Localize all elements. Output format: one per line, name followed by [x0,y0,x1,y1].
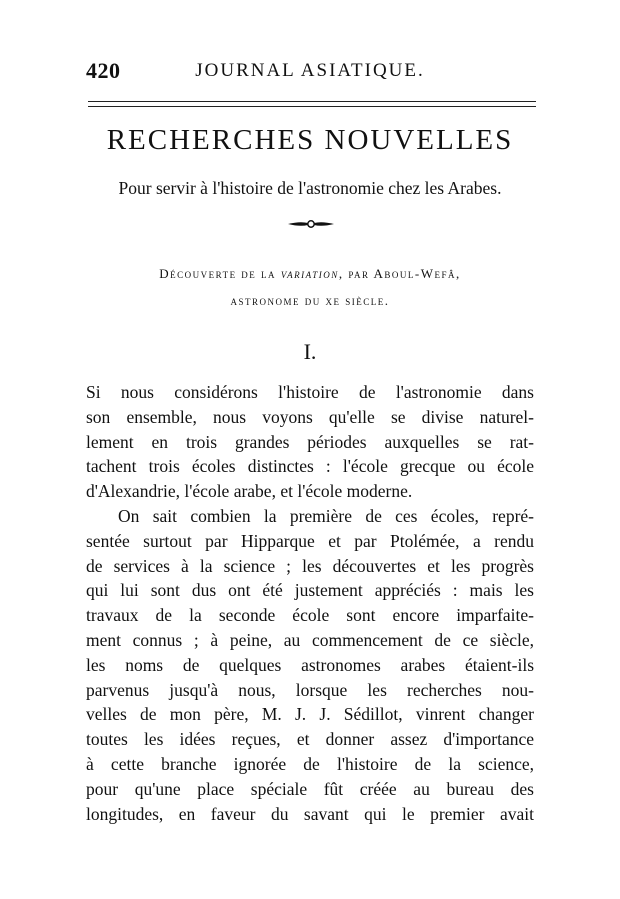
body-text [86,380,534,826]
text-line: Si nous considérons l'histoire de l'astronomie dans [86,382,534,402]
text-line: à cette branche ignorée de l'histoire de la science, [86,753,534,774]
text-line: lement en trois grandes périodes auxquelles se rat- [86,431,534,452]
header-rule-top [88,101,536,102]
text-line: parvenus jusqu'à nous, lorsque les recherches nou- [86,679,534,700]
section-heading-line-2: astronome du xe siècle. [230,293,390,308]
text-line: ment connus ; à peine, au commencement de ce siècle, [86,629,534,650]
text-line: pour qu'une place spéciale fût créée au bureau des [86,778,534,799]
running-head [86,58,534,86]
text-line: toutes les idées reçues, et donner assez d'importance [86,729,534,750]
text-line: les noms de quelques astronomes arabes étaient-ils [86,654,534,675]
header-rule-bottom [88,106,536,107]
article-title: RECHERCHES NOUVELLES [106,124,514,156]
text-line: longitudes, en faveur du savant qui le premier avait [86,803,534,824]
text-line: sentée surtout par Hipparque et par Ptolémée, a rendu [86,530,534,551]
text-line: tachent trois écoles distinctes : l'école grecque ou école [86,456,534,477]
text-line: travaux de la seconde école sont encore imparfaite- [86,605,534,626]
section-number: I. [303,339,317,364]
fleuron-divider-icon [286,217,336,231]
section-heading-line-1: Découverte de la variation, par Aboul-Wefâ, [159,266,461,281]
section-heading [0,260,620,314]
journal-title: JOURNAL ASIATIQUE. [195,60,425,81]
text-line: d'Alexandrie, l'école arabe, et l'école moderne. [86,481,413,502]
text-line: de services à la science ; les découvertes et les progrès [86,555,534,576]
article-subtitle: Pour servir à l'histoire de l'astronomie chez les Arabes. [118,178,502,198]
variation-term: variation [280,266,339,281]
page-number: 420 [86,58,121,83]
text-line: velles de mon père, M. J. J. Sédillot, vinrent changer [86,704,534,725]
text-line: qui lui sont dus ont été justement appréciés : mais les [86,580,534,601]
text-line: On sait combien la première de ces écoles, repré- [118,505,534,526]
text-line: son ensemble, nous voyons qu'elle se divise naturel- [86,406,534,427]
